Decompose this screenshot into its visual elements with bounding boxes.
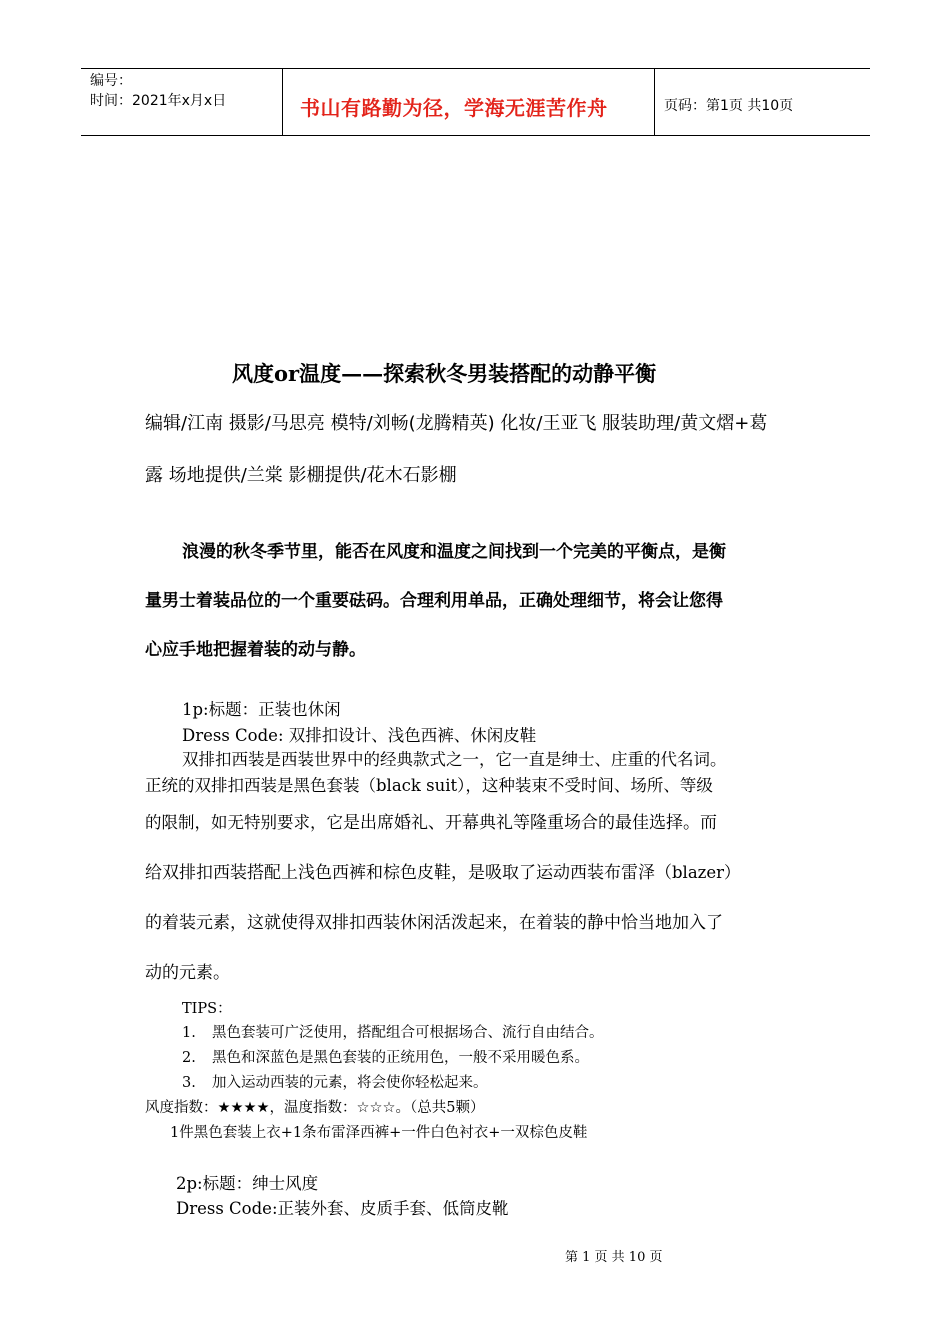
date-label: 时间：2021年x月x日 [90,93,227,109]
warmth-stars: ☆☆☆ [356,1100,396,1116]
body-line-mixed [145,858,741,883]
lead-line: 浪漫的秋冬季节里，能否在风度和温度之间找到一个完美的平衡点，是衡 [182,542,726,562]
body-line: 正统的双排扣西装是黑色套装（black suit），这种装束不受时间、场所、等级 [145,776,713,795]
body-line: 的着装元素，这就使得双排扣西装休闲活泼起来，在着装的静中恰当地加入了 [145,913,723,933]
body-line-part: 给双排扣西装搭配上浅色西裤和棕色皮鞋，是吸取了运动西装布雷泽（ [145,863,672,883]
header-bottom-border [81,135,870,136]
tip-number: 1. [182,1025,196,1041]
tips-label: TIPS： [182,1001,232,1017]
article-title: 风度or温度——探索秋冬男装搭配的动静平衡 [232,361,657,386]
rating-note: 。（总共5颗） [395,1100,485,1116]
header-motto: 书山有路勤为径，学海无涯苦作舟 [300,96,608,120]
serial-label: 编号： [90,73,132,89]
section-heading: 1p:标题：正装也休闲 [182,700,341,719]
header-divider [654,68,655,136]
lead-line: 量男士着装品位的一个重要砝码。合理利用单品，正确处理细节，将会让您得 [145,591,723,611]
tip-item [182,1046,589,1067]
body-line: 动的元素。 [145,963,230,983]
tip-number: 3. [182,1075,196,1091]
body-line-part: blazer） [672,863,741,882]
credits-line: 编辑/江南 摄影/马思亮 模特/刘畅(龙腾精英) 化妆/王亚飞 服装助理/黄文熠+葛 [145,413,768,434]
style-stars: ★★★★ [217,1100,270,1116]
body-line-mixed [145,808,717,833]
lead-line: 心应手地把握着装的动与静。 [145,640,366,660]
outfit-line: 1件黑色套装上衣+1条布雷泽西裤+一件白色衬衣+一双棕色皮鞋 [170,1125,588,1141]
tip-text: 黑色套装可广泛使用，搭配组合可根据场合、流行自由结合。 [212,1025,604,1041]
tip-text: 黑色和深蓝色是黑色套装的正统用色，一般不采用暖色系。 [212,1050,589,1066]
page-footer: 第 1 页 共 10 页 [565,1250,663,1265]
warmth-index-label: ，温度指数： [269,1100,357,1116]
rating-line [145,1096,484,1117]
body-line-part: 是出席婚礼、开幕典礼等隆重场合的最佳选择。而 [343,813,717,833]
body-line: 双排扣西装是西装世界中的经典款式之一，它一直是绅士、庄重的代名词。 [182,750,727,769]
credits-line: 露 场地提供/兰棠 影棚提供/花木石影棚 [145,465,457,486]
tip-number: 2. [182,1050,196,1066]
tip-text: 加入运动西装的元素，将会使你轻松起来。 [212,1075,488,1091]
section-heading: 2p:标题：绅士风度 [176,1174,319,1193]
dress-code: Dress Code:正装外套、皮质手套、低筒皮靴 [176,1199,509,1218]
page-info: 页码：第1页 共10页 [664,98,794,114]
tip-item [182,1021,604,1042]
style-index-label: 风度指数： [145,1100,218,1116]
header-top-border [81,68,870,69]
header-divider [282,68,283,136]
tip-item [182,1071,488,1092]
dress-code: Dress Code: 双排扣设计、浅色西裤、休闲皮鞋 [182,726,537,745]
body-line-part: 的限制，如无特别要求，它 [145,813,343,832]
